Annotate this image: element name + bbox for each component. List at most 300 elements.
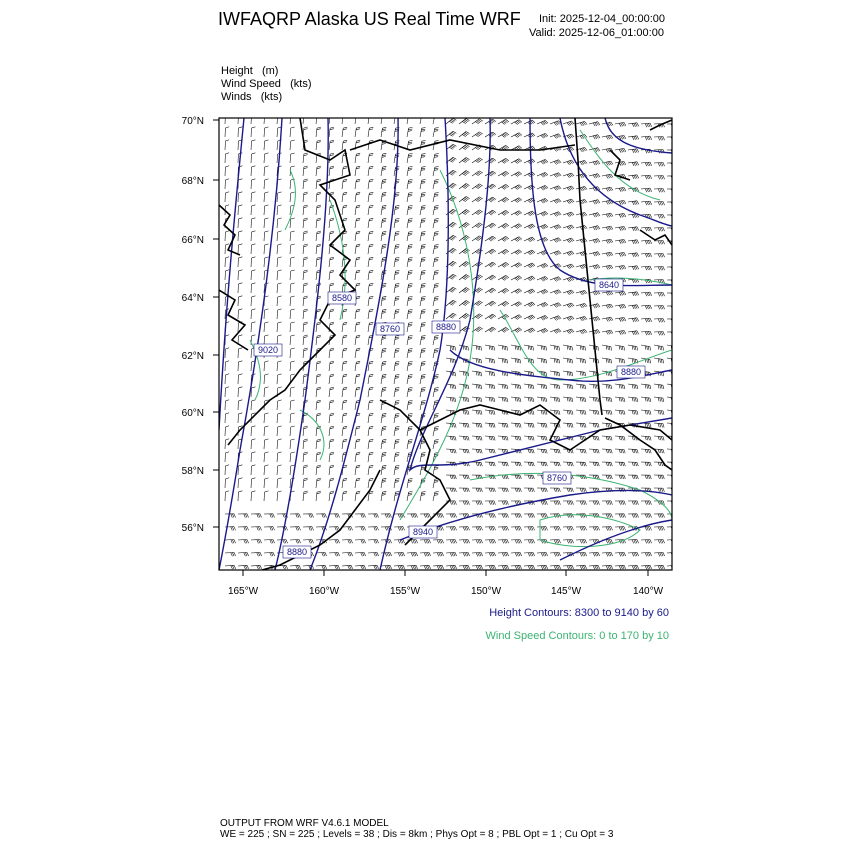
wind-barb-flag [343,480,347,481]
wind-barb-flag [278,179,282,180]
wind-barb-flag [395,454,399,455]
wind-barb-flag [304,350,308,351]
wind-barb-flag [427,540,429,544]
wind-barb-flag [245,540,247,544]
wind-barb-flag [606,398,607,402]
wind-barb-flag [645,514,647,518]
wind-barb-flag [317,244,321,245]
wind-barb-flag [598,501,599,505]
wind-barb-flag [585,462,586,466]
wind-barb-flag [382,335,386,336]
wind-barb-flag [408,235,412,236]
wind-barb-flag [621,553,623,557]
wind-barb-flag [569,372,570,376]
wind-barb-flag [468,437,469,441]
wind-barb-flag [676,332,678,336]
wind-barb [251,258,252,267]
wind-barb-flag [661,137,663,141]
wind-barb [251,427,252,436]
wind-barb-flag [559,488,560,492]
wind-barb-flag [291,270,295,271]
wind-barb-flag [408,246,412,247]
wind-barb-flag [619,305,621,308]
wind-barb-flag [375,565,377,569]
wind-barb-flag [621,123,623,126]
wind-barb-flag [673,254,674,258]
wind-barb-flag [462,330,465,332]
wind-barb-flag [660,228,662,232]
wind-barb-flag [278,283,282,284]
wind-barb-flag [596,449,597,453]
wind-barb-flag [567,501,569,505]
wind-barb-flag [543,346,544,350]
wind-barb-flag [481,424,482,428]
wind-barb-flag [395,194,399,195]
wind-barb-flag [634,227,636,231]
wind-barb-flag [658,346,659,350]
wind-barb-flag [660,449,661,453]
wind-barb-flag [476,398,477,402]
wind-barb-flag [265,257,269,258]
wind-barb-flag [225,478,229,479]
wind-barb-flag [317,439,321,440]
wind-barb-flag [676,475,677,479]
wind-barb-flag [507,462,508,466]
wind-barb-flag [421,352,425,353]
wind-barb-flag [343,400,347,401]
wind-barb-flag [492,449,493,453]
wind-barb-flag [674,372,675,376]
wind-barb-flag [544,346,545,350]
wind-barb-flag [544,359,545,363]
wind-barb-flag [343,415,347,416]
wind-barb-flag [648,359,649,363]
wind-barb-flag [395,207,399,208]
wind-barb-flag [382,129,386,130]
wind-barb-flag [606,423,607,427]
wind-barb-flag [569,346,570,350]
wind-barb-flag [252,140,256,141]
wind-barb-flag [317,259,321,260]
wind-barb-flag [585,372,586,376]
wind-barb-flag [504,424,505,428]
wind-barb-flag [479,449,480,453]
wind-barb-flag [585,385,586,389]
wind-barb-flag [598,527,600,531]
wind-barb-flag [479,424,480,428]
wind-barb-flag [291,322,295,323]
wind-barb-flag [528,566,530,570]
wind-barb-flag [382,478,386,479]
wind-barb-flag [422,271,426,272]
wind-barb-flag [325,514,327,518]
wind-barb-flag [361,527,363,531]
wind-barb-flag [622,123,624,126]
wind-barb-flag [356,207,360,208]
wind-barb-flag [637,175,639,179]
wind-barb-flag [421,261,425,262]
wind-barb [264,193,265,202]
wind-barb [251,297,252,306]
wind-barb-flag [609,565,611,569]
wind-barb-flag [435,284,439,285]
wind-barb-flag [596,424,597,428]
wind-barb-flag [395,417,399,418]
wind-barb-flag [304,454,308,455]
wind-barb-flag [557,372,558,376]
wind-barb-flag [225,491,229,492]
wind-barb-flag [395,220,399,221]
wind-barb-flag [382,389,386,390]
wind-barb-flag [585,450,586,454]
wind-barb [264,180,265,189]
wind-barb-flag [369,257,373,258]
wind-barb-flag [408,495,412,496]
wind-barb-flag [396,465,400,466]
wind-barb-flag [559,552,561,556]
wind-barb [264,362,265,371]
wind-barb-flag [382,194,386,195]
wind-barb-flag [408,157,412,158]
wind-barb-flag [435,414,439,415]
wind-barb-flag [408,402,412,403]
wind-barb-flag [317,452,321,453]
wind-barb-flag [265,179,269,180]
wind-barb-flag [661,424,662,428]
wind-barb-flag [466,540,468,544]
wind-barb-flag [645,176,647,180]
wind-barb-flag [673,137,674,141]
wind-barb-flag [478,553,480,557]
wind-barb-flag [375,514,377,518]
wind-barb-flag [414,565,416,569]
wind-barb-flag [382,155,386,156]
wind-barb-flag [569,501,570,505]
wind-barb-flag [421,168,425,169]
wind-barb-flag [422,349,426,350]
wind-barb-flag [291,140,295,141]
wind-barb-flag [413,514,415,518]
wind-barb-flag [408,337,412,338]
wind-barb-flag [468,398,469,402]
wind-barb [251,401,252,410]
wind-barb-flag [634,136,636,140]
wind-barb-flag [395,456,399,457]
wind-barb [407,115,409,124]
wind-barb-flag [435,415,439,416]
wind-barb-flag [505,527,507,531]
wind-barb-flag [408,339,412,340]
wind-barb-flag [238,231,242,232]
wind-barb-flag [434,248,438,249]
wind-barb [251,232,252,241]
wind-barb [303,284,304,293]
wind-barb-flag [609,527,611,531]
wind-barb-flag [674,449,675,453]
wind-barb-flag [278,231,282,232]
wind-barb-flag [507,347,508,351]
wind-barb-flag [619,227,621,230]
wind-barb-flag [304,439,308,440]
wind-barb-flag [336,514,338,518]
wind-barb-flag [452,449,453,453]
wind-barb-flag [408,313,412,314]
wind-barb-flag [258,527,260,531]
wind-barb-flag [492,424,493,428]
wind-barb-flag [637,385,638,389]
wind-barb-flag [661,306,663,310]
wind-barb-flag [400,553,402,557]
wind-barb-flag [426,553,428,557]
wind-barb-flag [453,313,457,315]
wind-barb [303,336,304,345]
wind-barb-flag [369,166,373,167]
wind-barb-flag [361,566,363,570]
wind-barb-flag [661,189,663,193]
wind-barb-flag [455,437,456,441]
wind-barb-flag [278,205,282,206]
wind-barb-flag [453,170,457,172]
wind-barb-flag [567,540,569,544]
wind-barb-flag [468,347,469,351]
wind-barb-flag [622,240,624,243]
wind-barb-flag [396,426,400,427]
wind-barb-flag [531,449,532,453]
wind-barb-flag [225,452,229,453]
wind-barb-flag [611,411,612,415]
wind-barb-flag [453,183,457,185]
wind-barb-flag [645,163,647,167]
wind-barb-flag [530,346,531,350]
wind-barb-flag [608,566,610,570]
wind-barb-flag [435,141,439,142]
wind-barb-flag [465,514,467,518]
wind-barb-flag [647,449,648,453]
wind-barb-flag [304,129,308,130]
wind-barb-flag [570,462,571,466]
wind-barb-flag [479,398,480,402]
wind-barb-flag [502,501,504,505]
wind-barb-flag [557,359,558,363]
wind-barb-flag [382,248,386,249]
wind-barb-flag [317,454,321,455]
wind-barb-flag [632,149,634,153]
wind-barb [550,410,559,411]
wind-barb-flag [632,266,634,270]
wind-barb-flag [515,540,517,544]
wind-barb [303,479,304,488]
wind-barb-flag [462,200,465,202]
wind-barb-flag [530,527,532,531]
wind-barb-flag [343,259,347,260]
wind-barb-flag [435,310,439,311]
wind-barb-flag [559,565,561,569]
wind-barb-flag [468,501,469,505]
wind-barb-flag [382,352,386,353]
wind-barb-flag [304,467,308,468]
wind-barb-flag [533,565,535,569]
wind-barb-flag [463,346,464,350]
wind-barb-flag [658,293,660,297]
wind-barb-flag [434,235,438,236]
wind-barb-flag [505,553,507,557]
wind-barb-flag [621,266,623,269]
wind-barb-flag [403,565,405,569]
wind-barb-flag [466,437,467,441]
wind-barb-flag [434,391,438,392]
valid-time: Valid: 2025-12-06_01:00:00 [529,27,664,39]
wind-barb-flag [437,540,439,544]
wind-barb-flag [396,335,400,336]
wind-barb-flag [463,372,464,376]
wind-barb-flag [395,235,399,236]
wind-barb-flag [661,449,662,453]
wind-barb-flag [297,540,299,544]
wind-barb-flag [645,124,647,128]
wind-barb-flag [674,319,676,323]
wind-barb-flag [663,359,664,363]
wind-barb-flag [650,347,651,351]
wind-barb-flag [416,552,418,556]
wind-barb-flag [265,400,269,401]
wind-barb-flag [278,257,282,258]
wind-barb-flag [291,231,295,232]
wind-barb-flag [252,309,256,310]
wind-barb-flag [645,332,647,336]
wind-barb-flag [502,553,504,557]
wind-barb-flag [593,423,594,427]
wind-barb-flag [544,424,545,428]
wind-barb-flag [453,398,454,402]
wind-barb-flag [422,258,426,259]
wind-barb-flag [634,553,636,557]
wind-barb-flag [634,266,636,270]
wind-barb-flag [238,309,242,310]
wind-barb [303,154,304,163]
wind-barb-flag [265,361,269,362]
wind-barb-flag [343,337,347,338]
wind-barb [290,219,291,228]
wind-barb-flag [648,449,649,453]
wind-barb-flag [515,385,516,389]
wind-barb [251,349,252,358]
wind-barb-flag [395,246,399,247]
wind-barb-flag [382,207,386,208]
wind-barb-flag [674,163,676,167]
wind-barb-flag [271,527,273,531]
wind-barb-flag [421,233,425,234]
wind-barb-flag [395,402,399,403]
wind-barb-flag [317,127,321,128]
wind-barb-flag [479,501,480,505]
wind-barb-flag [621,162,623,165]
wind-barb-flag [624,411,625,415]
wind-barb-flag [489,385,490,389]
wind-barb-flag [556,488,557,492]
wind-barb-flag [554,488,555,492]
wind-barb-flag [369,452,373,453]
wind-barb-flag [382,365,386,366]
wind-barb-flag [658,488,659,492]
wind-barb-flag [608,514,610,518]
wind-barb-flag [238,335,242,336]
wind-barb-flag [658,462,659,466]
wind-barb-flag [323,514,325,518]
wind-barb-flag [232,540,234,544]
wind-barb-flag [225,348,229,349]
wind-barb-flag [317,361,321,362]
wind-barb-flag [580,410,581,414]
wind-barb-flag [390,514,392,518]
wind-barb-flag [422,232,426,233]
wind-barb-flag [585,359,586,363]
wind-barb-flag [593,488,594,492]
wind-barb-flag [304,324,308,325]
wind-barb-flag [343,374,347,375]
wind-barb-flag [624,161,626,165]
wind-barb-flag [661,398,662,402]
wind-barb-flag [435,467,439,468]
wind-barb-flag [645,189,647,193]
wind-barb-flag [278,361,282,362]
wind-barb-flag [297,514,299,518]
wind-barb-flag [624,475,625,479]
wind-barb-flag [478,488,479,492]
wind-barb-flag [481,552,483,556]
wind-barb-flag [569,424,570,428]
wind-barb-flag [660,514,662,518]
wind-barb-flag [557,449,558,453]
wind-barb-flag [408,493,412,494]
wind-barb-flag [624,450,625,454]
wind-barb-flag [569,488,570,492]
wind-barb-flag [351,552,353,556]
wind-barb-flag [606,475,607,479]
wind-barb-flag [634,514,636,518]
wind-barb-flag [580,436,581,440]
wind-barb-flag [674,346,675,350]
wind-barb-flag [606,436,607,440]
wind-barb-flag [390,552,392,556]
wind-barb-flag [609,553,611,557]
wind-barb-flag [544,449,545,453]
wind-barb-flag [572,385,573,389]
wind-barb-flag [465,372,466,376]
wind-barb-flag [265,491,269,492]
wind-barb-flag [661,319,663,323]
wind-barb-flag [530,488,531,492]
wind-barb [290,479,291,488]
wind-barb-flag [231,540,233,544]
wind-barb-flag [650,385,651,389]
wind-barb-flag [422,193,426,194]
wind-barb-flag [658,475,659,479]
wind-barb-flag [676,228,678,232]
wind-barb-flag [676,319,678,323]
wind-barb-flag [452,566,454,570]
wind-barb-flag [489,372,490,376]
wind-barb-flag [528,423,529,427]
wind-barb-flag [546,488,547,492]
wind-barb-flag [435,427,439,428]
wind-barb-flag [304,296,308,297]
wind-barb-flag [416,565,418,569]
wind-barb-flag [450,449,451,453]
wind-barb [290,466,291,475]
wind-barb-flag [304,426,308,427]
wind-barb-flag [382,181,386,182]
wind-barb-flag [450,553,452,557]
